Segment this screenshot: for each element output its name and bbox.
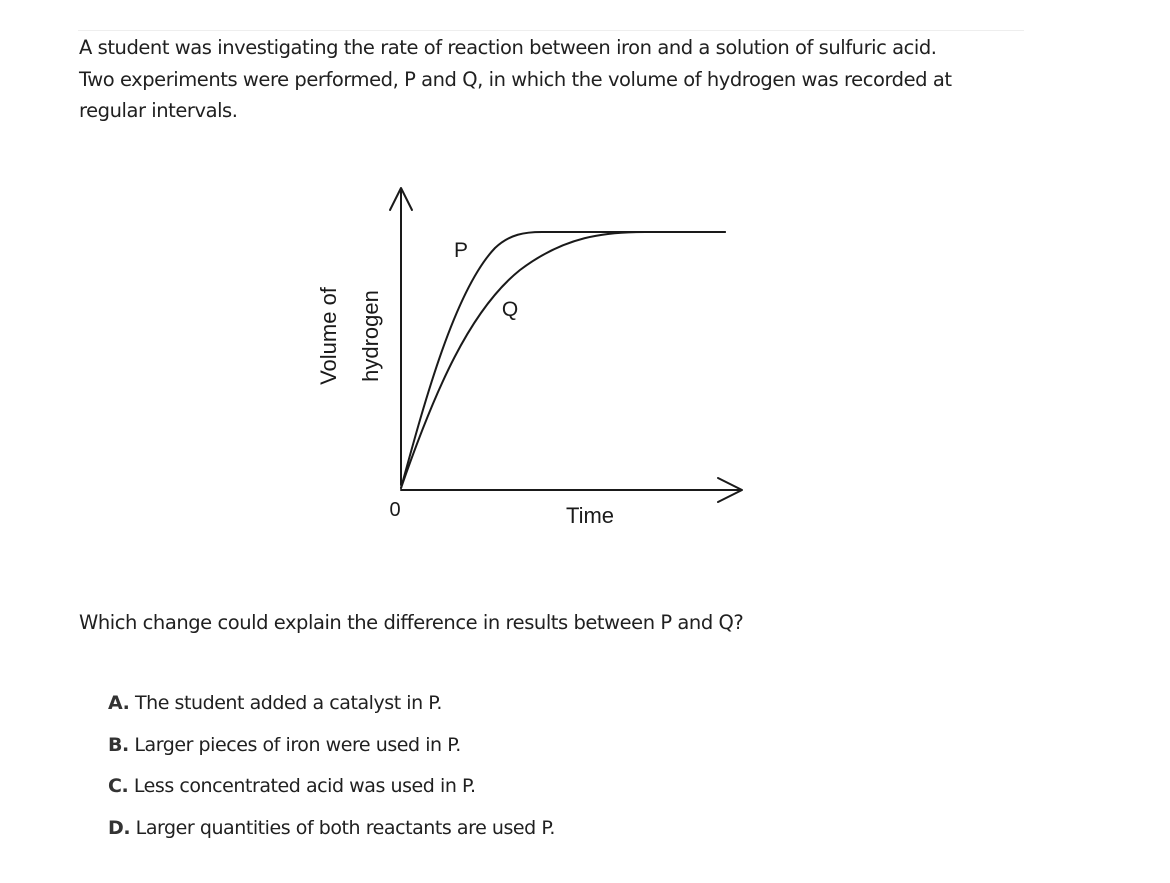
option-a-letter: A.	[108, 692, 130, 714]
reaction-rate-graph	[300, 170, 780, 540]
answer-options	[108, 688, 555, 854]
origin-label: 0	[389, 499, 401, 521]
option-d-text: Larger quantities of both reactants are used P.	[130, 816, 556, 839]
question-intro	[79, 32, 1039, 127]
intro-line-2: Two experiments were performed, P and Q, in which the volume of hydrogen was recorded at	[79, 67, 952, 91]
y-axis-label-line-2: hydrogen	[358, 290, 383, 382]
option-c-text: Less concentrated acid was used in P.	[128, 775, 476, 797]
intro-line-3: regular intervals.	[79, 99, 238, 122]
option-a[interactable]	[108, 688, 555, 730]
option-d-letter: D.	[108, 816, 131, 839]
option-b[interactable]	[108, 730, 555, 772]
option-a-text: The student added a catalyst in P.	[129, 692, 442, 714]
top-divider	[78, 30, 1024, 31]
curve-q	[401, 232, 725, 488]
option-c[interactable]	[108, 771, 555, 813]
option-c-letter: C.	[108, 775, 129, 797]
option-b-letter: B.	[108, 733, 129, 756]
option-b-text: Larger pieces of iron were used in P.	[128, 733, 461, 756]
option-d[interactable]	[108, 813, 555, 855]
curve-p-label: P	[453, 239, 469, 262]
y-axis-label-line-1: Volume of	[316, 287, 341, 385]
intro-line-1: A student was investigating the rate of reaction between iron and a solution of sulfuric acid.	[79, 36, 937, 59]
curve-q-label: Q	[501, 298, 519, 321]
curve-p	[401, 232, 725, 488]
x-axis-label: Time	[565, 503, 615, 528]
question-text: Which change could explain the difference in results between P and Q?	[79, 611, 744, 634]
